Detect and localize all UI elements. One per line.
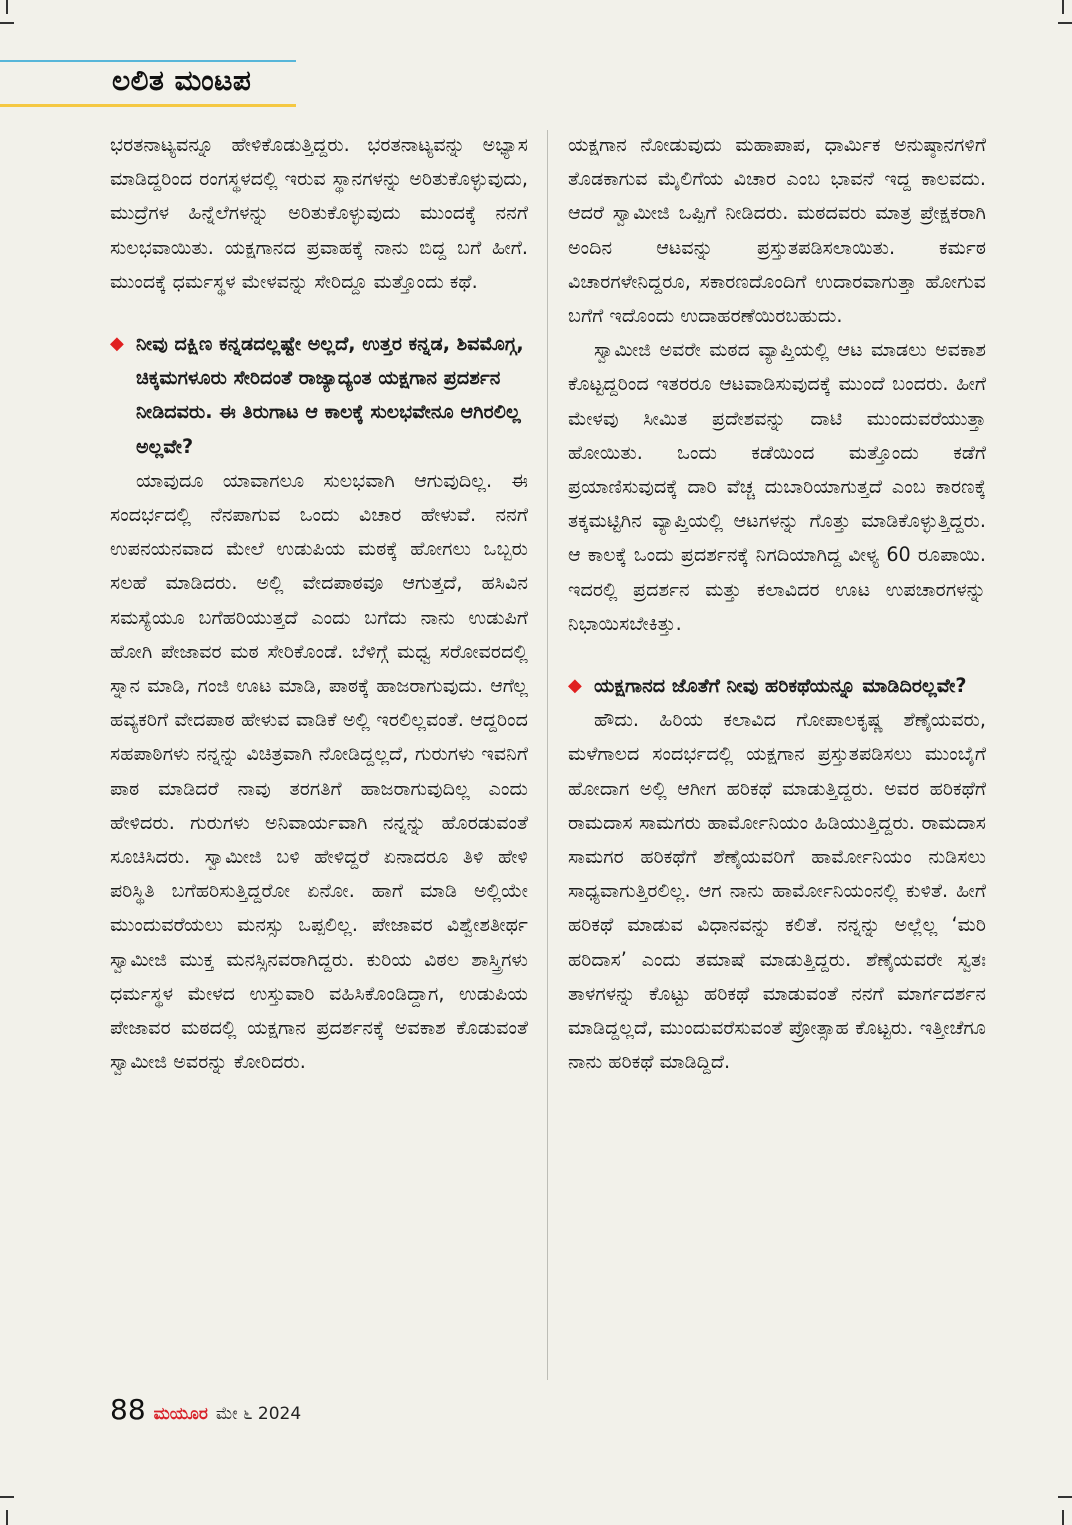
magazine-logo: ಮಯೂರ bbox=[153, 1404, 208, 1424]
interview-question bbox=[110, 327, 528, 464]
crop-mark bbox=[6, 0, 8, 14]
interview-question bbox=[568, 669, 986, 703]
crop-mark bbox=[1062, 0, 1064, 14]
header-rule-yellow bbox=[0, 104, 296, 107]
diamond-bullet-icon: ◆ bbox=[568, 675, 582, 697]
crop-mark bbox=[6, 1510, 8, 1525]
crop-mark bbox=[1058, 1496, 1072, 1498]
paragraph: ಭರತನಾಟ್ಯವನ್ನೂ ಹೇಳಿಕೊಡುತ್ತಿದ್ದರು. ಭರತನಾಟ್ಯವನ್ನು ಅಭ್ಯಾಸ ಮಾಡಿದ್ದರಿಂದ ರಂಗಸ್ಥಳದಲ್ಲಿ ಇರುವ ಸ್ಥಾನಗಳನ್ನು ಅರಿತುಕೊಳ್ಳುವುದು, ಮುದ್ರೆಗಳ ಹಿನ್ನೆಲೆಗಳನ್ನು ಅರಿತುಕೊಳ್ಳುವುದು ಮುಂದಕ್ಕೆ ನನಗೆ ಸುಲಭವಾಯಿತು. ಯಕ್ಷಗಾನದ ಪ್ರವಾಹಕ್ಕೆ ನಾನು ಬಿದ್ದ ಬಗೆ ಹೀಗೆ. ಮುಂದಕ್ಕೆ ಧರ್ಮಸ್ಥಳ ಮೇಳವನ್ನು ಸೇರಿದ್ದೂ ಮತ್ತೊಂದು ಕಥೆ. bbox=[110, 133, 528, 293]
page-number: 88 bbox=[110, 1393, 146, 1426]
issue-date: ಮೇ ೬ 2024 bbox=[215, 1404, 302, 1424]
diamond-bullet-icon: ◆ bbox=[110, 333, 124, 355]
left-column bbox=[110, 128, 528, 1079]
question-text: ಯಕ್ಷಗಾನದ ಜೊತೆಗೆ ನೀವು ಹರಿಕಥೆಯನ್ನೂ ಮಾಡಿದಿರಲ್ಲವೇ? bbox=[594, 674, 967, 698]
header-rule-blue bbox=[0, 60, 296, 62]
crop-mark bbox=[1062, 1510, 1064, 1525]
crop-mark bbox=[1058, 22, 1072, 24]
section-title: ಲಲಿತ ಮಂಟಪ bbox=[112, 64, 252, 97]
crop-mark bbox=[0, 22, 14, 24]
right-column bbox=[568, 128, 986, 1079]
page-footer bbox=[110, 1393, 301, 1426]
paragraph: ಸ್ವಾಮೀಜಿ ಅವರೇ ಮಠದ ವ್ಯಾಪ್ತಿಯಲ್ಲಿ ಆಟ ಮಾಡಲು ಅವಕಾಶ ಕೊಟ್ಟದ್ದರಿಂದ ಇತರರೂ ಆಟವಾಡಿಸುವುದಕ್ಕೆ ಮುಂದೆ ಬಂದರು. ಹೀಗೆ ಮೇಳವು ಸೀಮಿತ ಪ್ರದೇಶವನ್ನು ದಾಟಿ ಮುಂದುವರೆಯುತ್ತಾ ಹೋಯಿತು. ಒಂದು ಕಡೆಯಿಂದ ಮತ್ತೊಂದು ಕಡೆಗೆ ಪ್ರಯಾಣಿಸುವುದಕ್ಕೆ ದಾರಿ ವೆಚ್ಚ ದುಬಾರಿಯಾಗುತ್ತದೆ ಎಂಬ ಕಾರಣಕ್ಕೆ ತಕ್ಕಮಟ್ಟಿಗಿನ ವ್ಯಾಪ್ತಿಯಲ್ಲಿ ಆಟಗಳನ್ನು ಗೊತ್ತು ಮಾಡಿಕೊಳ್ಳುತ್ತಿದ್ದರು. ಆ ಕಾಲಕ್ಕೆ ಒಂದು ಪ್ರದರ್ಶನಕ್ಕೆ ನಿಗದಿಯಾಗಿದ್ದ ವೀಳ್ಯ 60 ರೂಪಾಯಿ. ಇದರಲ್ಲಿ ಪ್ರದರ್ಶನ ಮತ್ತು ಕಲಾವಿದರ ಊಟ ಉಪಚಾರಗಳನ್ನು ನಿಭಾಯಿಸಬೇಕಿತ್ತು. bbox=[568, 338, 986, 635]
answer-paragraph: ಹೌದು. ಹಿರಿಯ ಕಲಾವಿದ ಗೋಪಾಲಕೃಷ್ಣ ಶೆಣೈಯವರು, ಮಳೆಗಾಲದ ಸಂದರ್ಭದಲ್ಲಿ ಯಕ್ಷಗಾನ ಪ್ರಸ್ತುತಪಡಿಸಲು ಮುಂಬೈಗೆ ಹೋದಾಗ ಅಲ್ಲಿ ಆಗೀಗ ಹರಿಕಥೆ ಮಾಡುತ್ತಿದ್ದರು. ಅವರ ಹರಿಕಥೆಗೆ ರಾಮದಾಸ ಸಾಮಗರು ಹಾರ್ಮೋನಿಯಂ ಹಿಡಿಯುತ್ತಿದ್ದರು. ರಾಮದಾಸ ಸಾಮಗರ ಹರಿಕಥೆಗೆ ಶೆಣೈಯವರಿಗೆ ಹಾರ್ಮೋನಿಯಂ ನುಡಿಸಲು ಸಾಧ್ಯವಾಗುತ್ತಿರಲಿಲ್ಲ. ಆಗ ನಾನು ಹಾರ್ಮೋನಿಯಂನಲ್ಲಿ ಕುಳಿತೆ. ಹೀಗೆ ಹರಿಕಥೆ ಮಾಡುವ ವಿಧಾನವನ್ನು ಕಲಿತೆ. ನನ್ನನ್ನು ಅಲ್ಲೆಲ್ಲ ‘ಮರಿ ಹರಿದಾಸ’ ಎಂದು ತಮಾಷೆ ಮಾಡುತ್ತಿದ್ದರು. ಶೆಣೈಯವರೇ ಸ್ವತಃ ತಾಳಗಳನ್ನು ಕೊಟ್ಟು ಹರಿಕಥೆ ಮಾಡುವಂತೆ ನನಗೆ ಮಾರ್ಗದರ್ಶನ ಮಾಡಿದ್ದಲ್ಲದೆ, ಮುಂದುವರೆಸುವಂತೆ ಪ್ರೋತ್ಸಾಹ ಕೊಟ್ಟರು. ಇತ್ತೀಚೆಗೂ ನಾನು ಹರಿಕಥೆ ಮಾಡಿದ್ದಿದೆ. bbox=[568, 708, 986, 1074]
column-divider bbox=[547, 130, 548, 1380]
crop-mark bbox=[0, 1496, 14, 1498]
answer-paragraph: ಯಾವುದೂ ಯಾವಾಗಲೂ ಸುಲಭವಾಗಿ ಆಗುವುದಿಲ್ಲ. ಈ ಸಂದರ್ಭದಲ್ಲಿ ನೆನಪಾಗುವ ಒಂದು ವಿಚಾರ ಹೇಳುವೆ. ನನಗೆ ಉಪನಯನವಾದ ಮೇಲೆ ಉಡುಪಿಯ ಮಠಕ್ಕೆ ಹೋಗಲು ಒಬ್ಬರು ಸಲಹೆ ಮಾಡಿದರು. ಅಲ್ಲಿ ವೇದಪಾಠವೂ ಆಗುತ್ತದೆ, ಹಸಿವಿನ ಸಮಸ್ಯೆಯೂ ಬಗೆಹರಿಯುತ್ತದೆ ಎಂದು ಬಗೆದು ನಾನು ಉಡುಪಿಗೆ ಹೋಗಿ ಪೇಜಾವರ ಮಠ ಸೇರಿಕೊಂಡೆ. ಬೆಳಿಗ್ಗೆ ಮಧ್ವ ಸರೋವರದಲ್ಲಿ ಸ್ನಾನ ಮಾಡಿ, ಗಂಜಿ ಊಟ ಮಾಡಿ, ಪಾಠಕ್ಕೆ ಹಾಜರಾಗುವುದು. ಆಗೆಲ್ಲ ಹವ್ಯಕರಿಗೆ ವೇದಪಾಠ ಹೇಳುವ ವಾಡಿಕೆ ಅಲ್ಲಿ ಇರಲಿಲ್ಲವಂತೆ. ಆದ್ದರಿಂದ ಸಹಪಾಠಿಗಳು ನನ್ನನ್ನು ವಿಚಿತ್ರವಾಗಿ ನೋಡಿದ್ದಲ್ಲದೆ, ಗುರುಗಳು ಇವನಿಗೆ ಪಾಠ ಮಾಡಿದರೆ ನಾವು ತರಗತಿಗೆ ಹಾಜರಾಗುವುದಿಲ್ಲ ಎಂದು ಹೇಳಿದರು. ಗುರುಗಳು ಅನಿವಾರ್ಯವಾಗಿ ನನ್ನನ್ನು ಹೊರಡುವಂತೆ ಸೂಚಿಸಿದರು. ಸ್ವಾಮೀಜಿ ಬಳಿ ಹೇಳಿದ್ದರೆ ಏನಾದರೂ ತಿಳಿ ಹೇಳಿ ಪರಿಸ್ಥಿತಿ ಬಗೆಹರಿಸುತ್ತಿದ್ದರೋ ಏನೋ. ಹಾಗೆ ಮಾಡಿ ಅಲ್ಲಿಯೇ ಮುಂದುವರೆಯಲು ಮನಸ್ಸು ಒಪ್ಪಲಿಲ್ಲ. ಪೇಜಾವರ ವಿಶ್ವೇಶತೀರ್ಥ ಸ್ವಾಮೀಜಿ ಮುಕ್ತ ಮನಸ್ಸಿನವರಾಗಿದ್ದರು. ಕುರಿಯ ವಿಠಲ ಶಾಸ್ತ್ರಿಗಳು ಧರ್ಮಸ್ಥಳ ಮೇಳದ ಉಸ್ತುವಾರಿ ವಹಿಸಿಕೊಂಡಿದ್ದಾಗ, ಉಡುಪಿಯ ಪೇಜಾವರ ಮಠದಲ್ಲಿ ಯಕ್ಷಗಾನ ಪ್ರದರ್ಶನಕ್ಕೆ ಅವಕಾಶ ಕೊಡುವಂತೆ ಸ್ವಾಮೀಜಿ ಅವರನ್ನು ಕೋರಿದರು. bbox=[110, 468, 528, 1074]
paragraph: ಯಕ್ಷಗಾನ ನೋಡುವುದು ಮಹಾಪಾಪ, ಧಾರ್ಮಿಕ ಅನುಷ್ಠಾನಗಳಿಗೆ ತೊಡಕಾಗುವ ಮೈಲಿಗೆಯ ವಿಚಾರ ಎಂಬ ಭಾವನೆ ಇದ್ದ ಕಾಲವದು. ಆದರೆ ಸ್ವಾಮೀಜಿ ಒಪ್ಪಿಗೆ ನೀಡಿದರು. ಮಠದವರು ಮಾತ್ರ ಪ್ರೇಕ್ಷಕರಾಗಿ ಅಂದಿನ ಆಟವನ್ನು ಪ್ರಸ್ತುತಪಡಿಸಲಾಯಿತು. ಕರ್ಮಠ ವಿಚಾರಗಳೇನಿದ್ದರೂ, ಸಕಾರಣದೊಂದಿಗೆ ಉದಾರವಾಗುತ್ತಾ ಹೋಗುವ ಬಗೆಗೆ ಇದೊಂದು ಉದಾಹರಣೆಯಿರಬಹುದು. bbox=[568, 133, 986, 328]
question-text: ನೀವು ದಕ್ಷಿಣ ಕನ್ನಡದಲ್ಲಷ್ಟೇ ಅಲ್ಲದೆ, ಉತ್ತರ ಕನ್ನಡ, ಶಿವಮೊಗ್ಗ, ಚಿಕ್ಕಮಗಳೂರು ಸೇರಿದಂತೆ ರಾಜ್ಯಾದ್ಯಂತ ಯಕ್ಷಗಾನ ಪ್ರದರ್ಶನ ನೀಡಿದವರು. ಈ ತಿರುಗಾಟ ಆ ಕಾಲಕ್ಕೆ ಸುಲಭವೇನೂ ಆಗಿರಲಿಲ್ಲ ಅಲ್ಲವೇ? bbox=[136, 332, 524, 458]
